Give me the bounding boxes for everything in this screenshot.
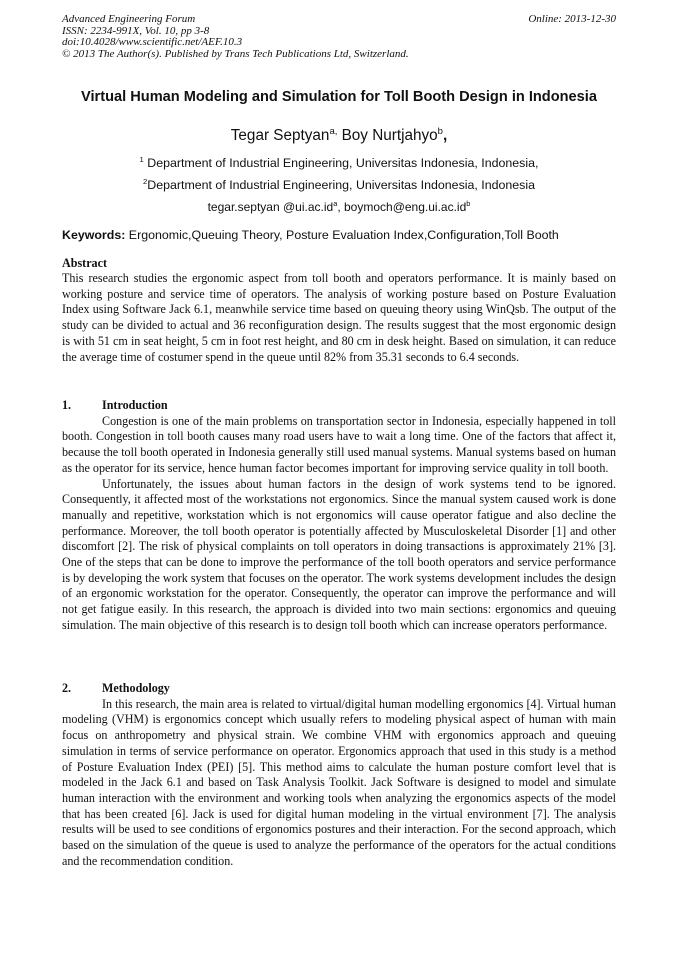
paragraph: In this research, the main area is related to virtual/digital human modelling ergonomics [4]. Virtual human modeling (VHM) is ergonomics concept which usually refers to modeling physical aspect of human with main focus on anthropometry and physical strain. We combine VHM with ergonomics approach and queuing simulation in terms of service performance on operator. Ergonomics approach that used in this study is a method of Posture Evaluation Index (PEI) [5]. This method aims to calculate the human posture comfort level that is modeled in the Jack 6.1 and based on Task Analysis Toolkit. Jack Software is designed to model and simulate human interaction with the environment and working tools when analyzing the ergonomics aspects of the model that has been created [6]. Jack is used for digital human modeling in the virtual environment [7]. The analysis results will be used to see conditions of ergonomics postures and their interaction. For the second approach, which based on the simulation of the queue is used to analyze the performance of the operators for the actual conditions and the recommendation condition.: [62, 696, 616, 868]
paragraph: Congestion is one of the main problems on transportation sector in Indonesia, especially happened in toll booth. Congestion in toll booth causes many road users have to wait a long time. One of the factors that affect it, because the toll booth operated in Indonesia generally still used manual systems. Manual systems based on human as the operator for its service, hence human factor becomes important for improving service quality in toll booth.: [62, 413, 616, 475]
affiliation-1: [62, 155, 616, 171]
author-superscript: a,: [329, 125, 338, 137]
section-number: 1.: [62, 398, 72, 412]
journal-name: Advanced Engineering Forum: [62, 13, 196, 25]
email-link[interactable]: , boymoch@eng.ui.ac.id: [337, 200, 467, 214]
author-line-trail: ,: [442, 127, 448, 144]
email-link[interactable]: tegar.septyan @ui.ac.id: [207, 200, 334, 214]
affiliation-text: Department of Industrial Engineering, Universitas Indonesia, Indonesia: [147, 178, 536, 192]
abstract-text: This research studies the ergonomic aspect from toll booth and operators performance. It is mainly based on working posture and service time of operators. The analysis of working posture based on Posture Evaluation Index using Software Jack 6.1, meanwhile service time based on queuing theory using WinQsb. The output of the study can be divided to actual and 36 reconfiguration design. The results suggest that the most ergonomic design is with 51 cm in seat height, 5 cm in foot rest height, and 80 cm in desk height. Based on simulation, it can reduce the average time of costumer spend in the queue until 82% from 35.31 seconds to 6.4 seconds.: [62, 271, 616, 364]
section-heading: [62, 398, 616, 414]
journal-doi: doi:10.4028/www.scientific.net/AEF.10.3: [62, 36, 243, 48]
section-number: 2.: [62, 681, 72, 695]
journal-issn: ISSN: 2234-991X, Vol. 10, pp 3-8: [62, 24, 210, 37]
section-title: Introduction: [102, 398, 168, 412]
online-date: Online: 2013-12-30: [528, 13, 616, 25]
email-superscript: b: [466, 199, 471, 208]
author-name: Boy Nurtjahyo: [337, 127, 438, 144]
affiliation-superscript: 2: [142, 176, 148, 186]
section-title: Methodology: [102, 681, 170, 695]
section-introduction: [62, 398, 616, 634]
email-superscript: a: [333, 199, 338, 208]
keywords-label: Keywords:: [62, 228, 126, 242]
journal-copyright: © 2013 The Author(s). Published by Trans Tech Publications Ltd, Switzerland.: [62, 47, 409, 60]
author-line: [62, 127, 616, 145]
keywords-text: Ergonomic,Queuing Theory, Posture Evaluation Index,Configuration,Toll Booth: [125, 228, 559, 242]
section-heading: [62, 681, 616, 697]
journal-header: [62, 14, 616, 60]
paragraph: Unfortunately, the issues about human factors in the design of work systems tend to be ignored. Consequently, it affected most of the workstations not ergonomics. Since the manual system caused work is done manually and repetitive, workstation which is not ergonomics will cause operator fatigue and also decline the performance. Moreover, the toll booth operator is potentially affected by Musculoskeletal Disorder [1] and other discomfort [2]. The risk of physical complaints on toll operators in doing transactions is approximately 21% [3]. One of the steps that can be done to improve the performance of the toll booth operators and service performance is by developing the work system that focuses on the operator. The work systems development includes the design of an ergonomic workstation for the operator. Consequently, the operator can improve the performance and will not get fatigue easily. In this research, the approach is divided into two main sections: ergonomics and queuing simulation. The main objective of this research is to design toll booth which can increase operators performance.: [62, 476, 616, 632]
paper-title: Virtual Human Modeling and Simulation for Toll Booth Design in Indonesia: [81, 89, 597, 105]
affiliation-2: [62, 177, 616, 193]
affiliation-superscript: 1: [139, 154, 144, 164]
abstract-heading: Abstract: [62, 256, 108, 270]
author-name: Tegar Septyan: [230, 127, 330, 144]
affiliation-text: Department of Industrial Engineering, Universitas Indonesia, Indonesia,: [143, 156, 539, 170]
author-superscript: b: [437, 125, 443, 137]
section-methodology: [62, 681, 616, 869]
author-emails: [62, 199, 616, 215]
keywords: [62, 227, 616, 243]
